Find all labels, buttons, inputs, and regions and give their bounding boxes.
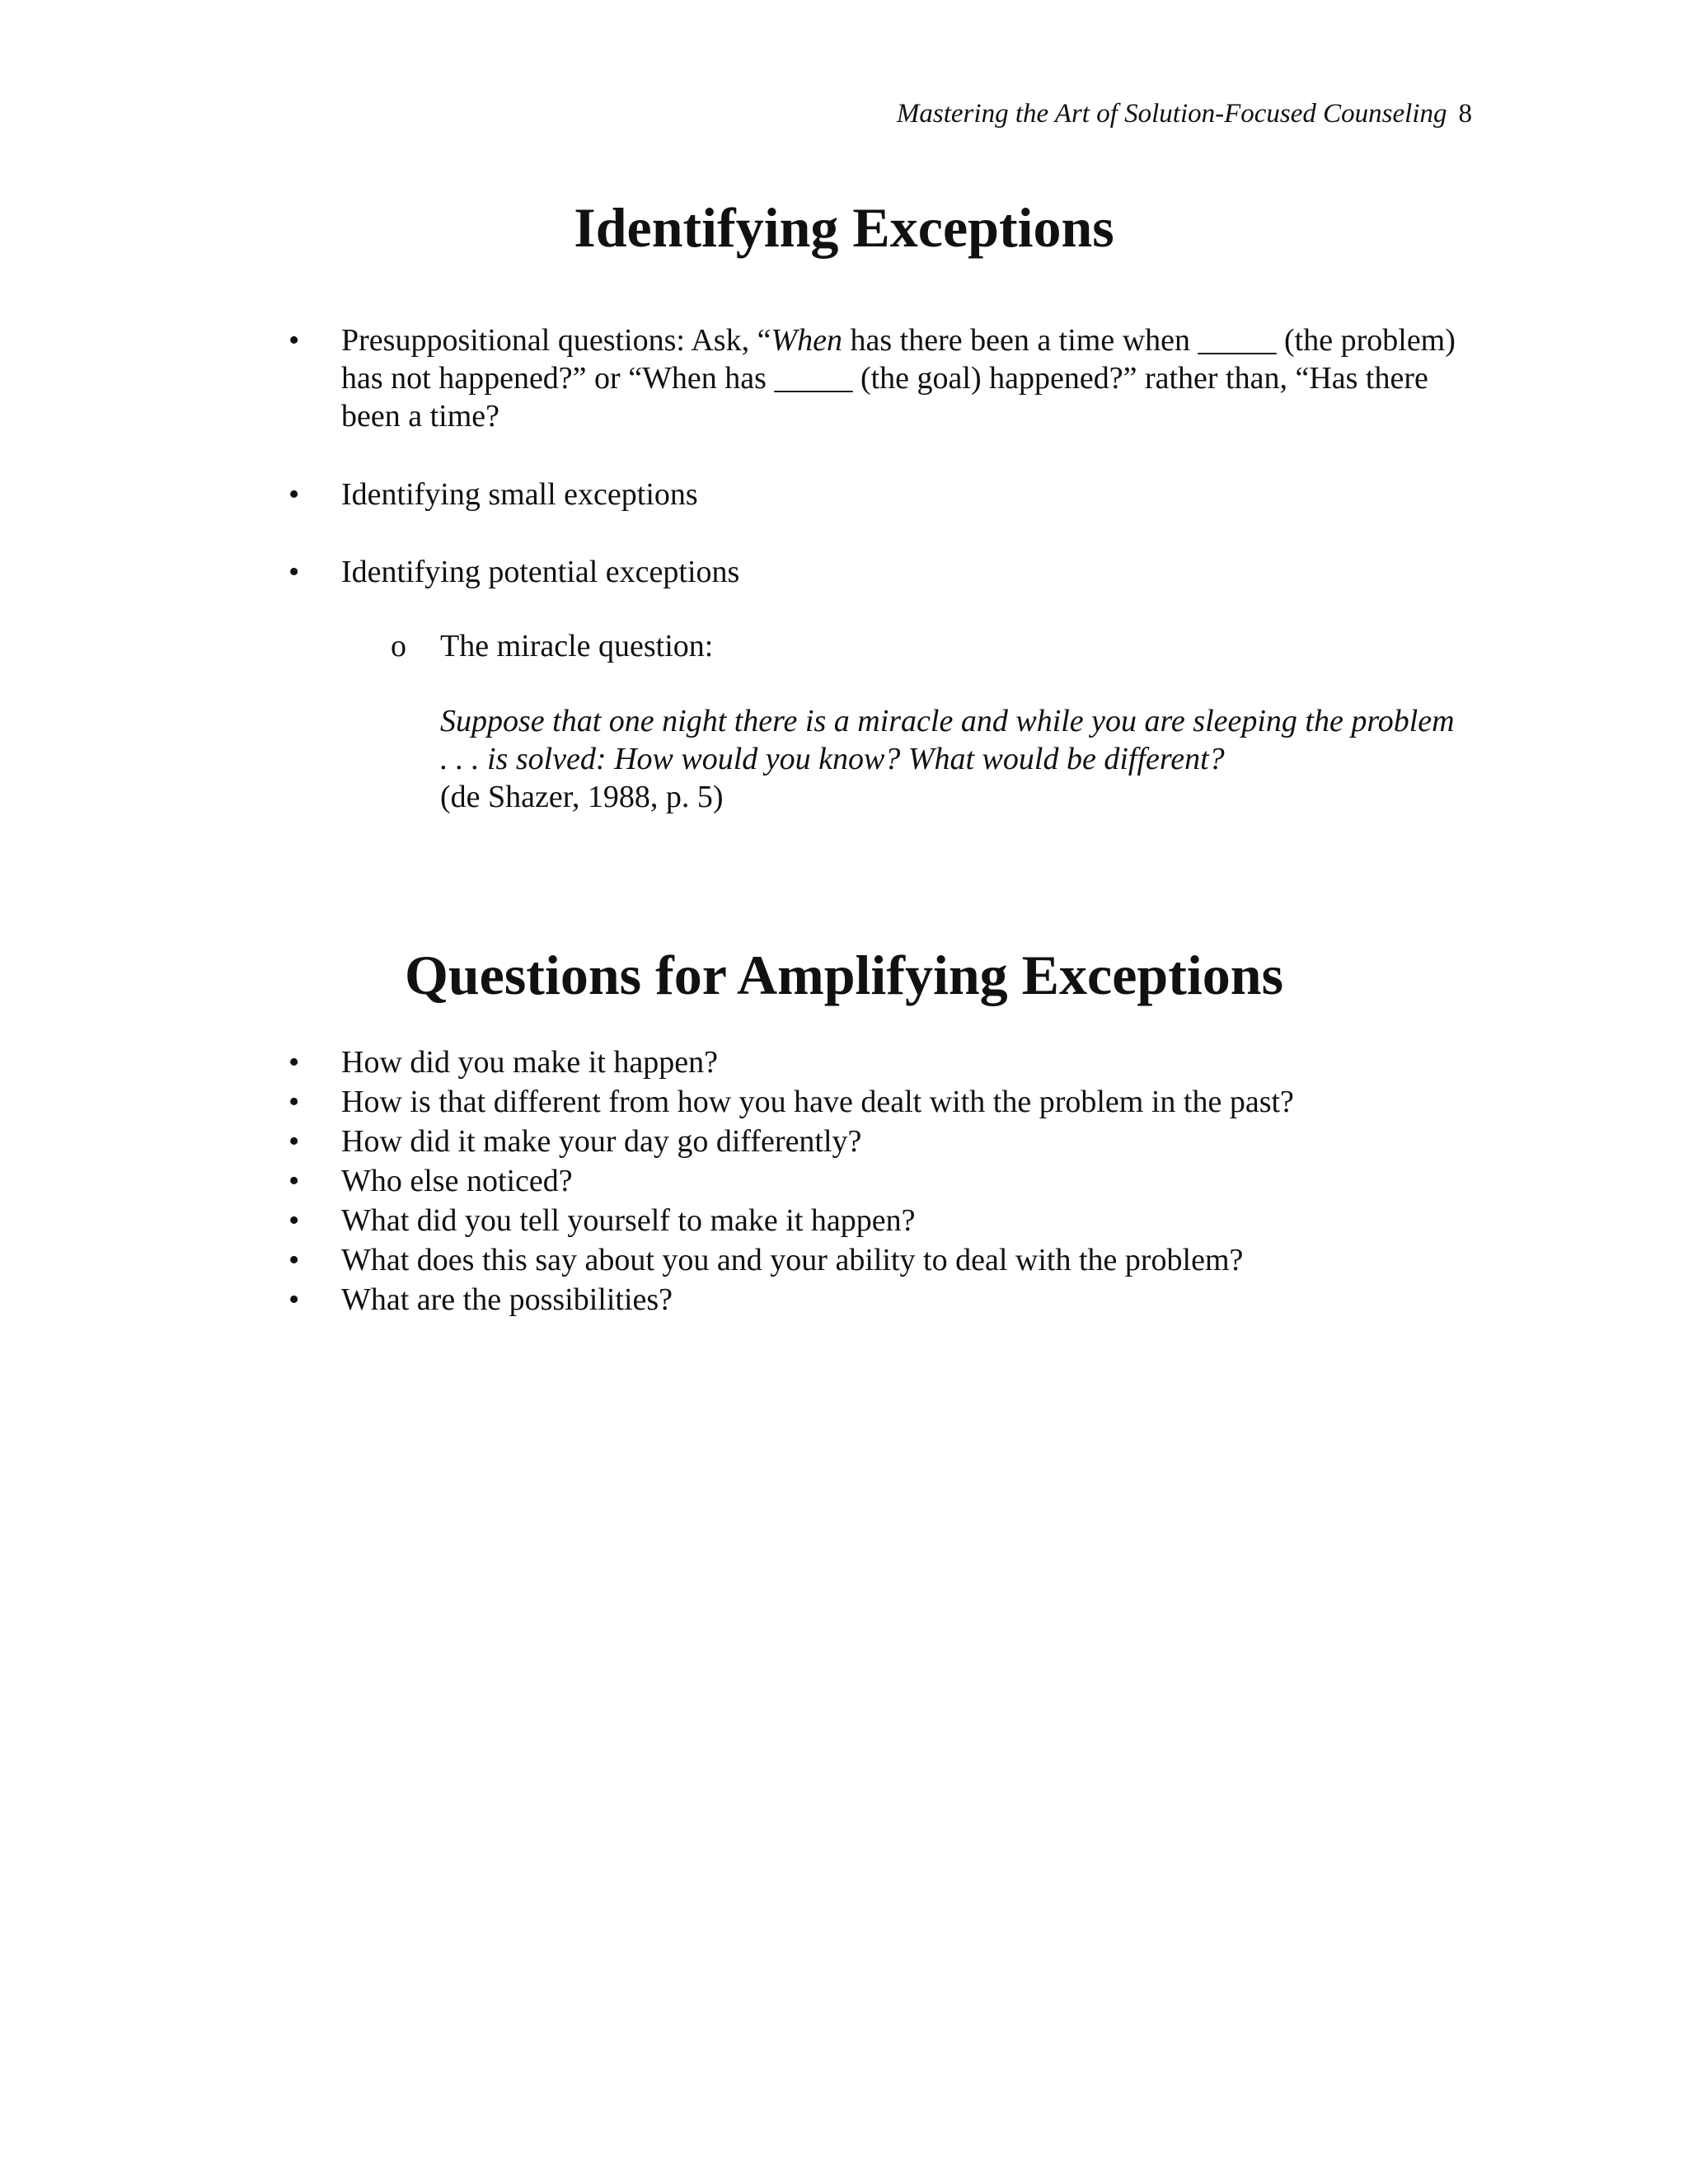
- list-item-text: How did you make it happen?: [341, 1045, 718, 1080]
- list-item: [288, 1161, 1294, 1201]
- list-item-text: Identifying small exceptions: [341, 477, 698, 512]
- list-item-text: What does this say about you and your ability to deal with the problem?: [341, 1243, 1244, 1277]
- page-number: 8: [1458, 99, 1472, 129]
- bullet-icon: •: [288, 323, 300, 358]
- list-item-text: What did you tell yourself to make it happen?: [341, 1203, 916, 1238]
- bullet-icon: •: [288, 555, 300, 589]
- list-item: [288, 1082, 1294, 1122]
- list-item-text: How did it make your day go differently?: [341, 1124, 862, 1159]
- bullet-icon: •: [288, 1243, 300, 1277]
- bullet-icon: •: [288, 1282, 300, 1317]
- text-fragment: Presuppositional questions: Ask, “: [341, 323, 771, 358]
- italic-emphasis: When: [771, 323, 842, 358]
- quote-citation: (de Shazer, 1988, p. 5): [440, 780, 724, 814]
- list-item-text: What are the possibilities?: [341, 1282, 673, 1317]
- section-heading-amplifying-exceptions: Questions for Amplifying Exceptions: [404, 944, 1284, 1006]
- running-header-title: Mastering the Art of Solution-Focused Counseling: [896, 99, 1447, 129]
- list-item-text: [341, 321, 1479, 435]
- list-item: [288, 1201, 1294, 1240]
- list-item-text: How is that different from how you have dealt with the problem in the past?: [341, 1085, 1294, 1119]
- list-item: [288, 1240, 1294, 1280]
- bullet-icon: •: [288, 1164, 300, 1198]
- list-item: [288, 1122, 1294, 1161]
- quote-text: Suppose that one night there is a miracle and while you are sleeping the problem . . . is solved: How would you know? What would be different?: [440, 704, 1455, 776]
- text-fragment: has there been a time when _____ (the problem) has not happened?” or “When has _____ (the goal) happened?” rather than, “Has there been a time?: [341, 323, 1456, 434]
- bullet-icon: •: [288, 1203, 300, 1238]
- list-item-text: Who else noticed?: [341, 1164, 573, 1198]
- bullet-icon: •: [288, 1124, 300, 1159]
- amplifying-questions-list: [288, 1043, 1294, 1319]
- miracle-question-quote: [440, 702, 1462, 816]
- bullet-icon: •: [288, 1085, 300, 1119]
- list-item: [288, 1043, 1294, 1082]
- list-item-text: Identifying potential exceptions: [341, 555, 740, 589]
- bullet-icon: •: [288, 477, 300, 512]
- section-heading-identifying-exceptions: Identifying Exceptions: [574, 196, 1114, 259]
- bullet-icon: •: [288, 1045, 300, 1080]
- sub-bullet-icon: o: [391, 629, 406, 663]
- sub-list-item-text: The miracle question:: [440, 629, 714, 663]
- running-header: [824, 97, 1472, 130]
- list-item: [288, 1280, 1294, 1319]
